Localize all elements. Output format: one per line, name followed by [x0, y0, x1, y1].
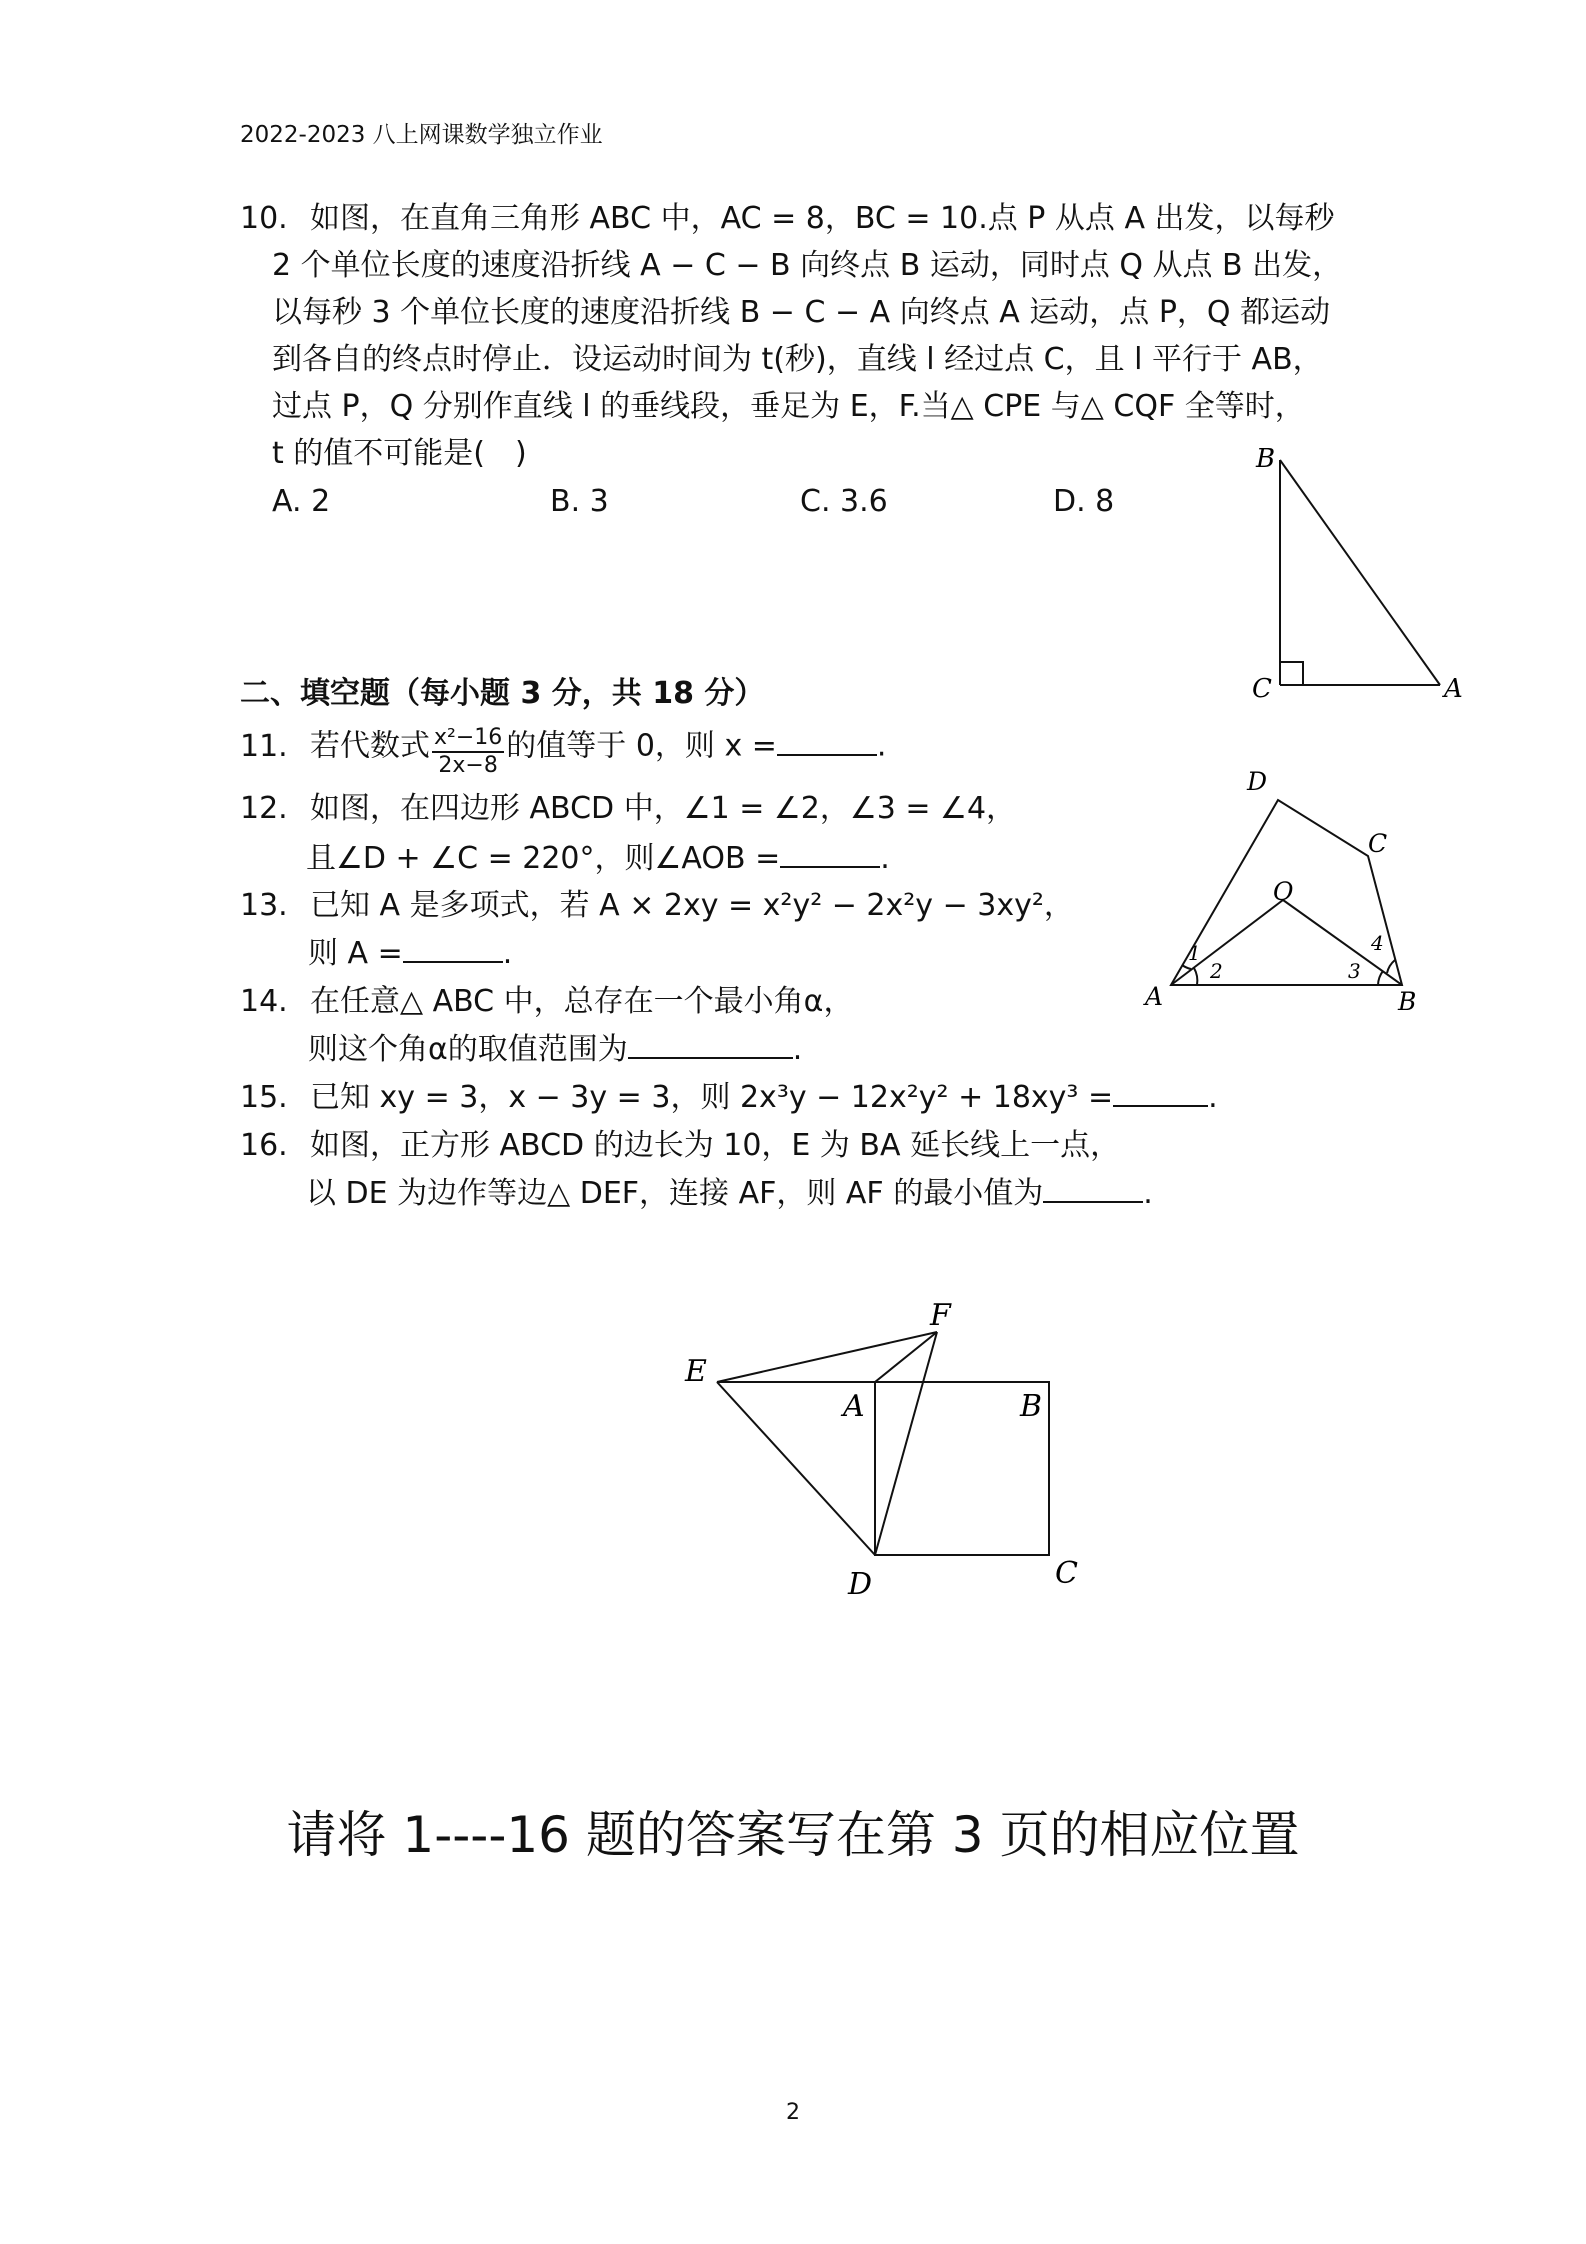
label-c: C — [1368, 829, 1388, 858]
q10-option-a: A. 2 — [272, 484, 331, 519]
q10-option-d: D. 8 — [1053, 484, 1115, 519]
angle-label-2: 2 — [1210, 959, 1223, 983]
label-d: D — [1247, 767, 1268, 796]
label-a: A — [1444, 674, 1463, 704]
q10-line-4: 到各自的终点时停止．设运动时间为 t(秒)，直线 l 经过点 C，且 l 平行于 AB， — [272, 342, 1323, 377]
question-number: 10. — [240, 201, 288, 236]
section-title: 二、填空题（每小题 3 分，共 18 分） — [240, 676, 765, 711]
q14-line-1: 在任意△ ABC 中，总存在一个最小角α， — [310, 984, 854, 1019]
question-15 — [240, 1074, 1218, 1121]
question-12 — [240, 785, 1016, 832]
label-c: C — [1055, 1556, 1078, 1591]
q12-line-2: 且∠D + ∠C = 220°，则∠AOB = — [306, 841, 781, 876]
q16-line-1: 如图，正方形 ABCD 的边长为 10，E 为 BA 延长线上一点， — [310, 1128, 1121, 1163]
angle-label-4: 4 — [1371, 931, 1384, 955]
label-d: D — [848, 1567, 873, 1602]
segment-fd — [875, 1332, 937, 1555]
q14-line-2-wrap — [308, 1026, 802, 1073]
q16-end: . — [1143, 1176, 1153, 1211]
label-c: C — [1252, 674, 1272, 704]
figure-right-triangle — [1240, 440, 1480, 710]
segment-bo — [1283, 900, 1402, 985]
label-f: F — [930, 1298, 951, 1333]
angle-arc-2 — [1194, 968, 1197, 985]
label-e: E — [685, 1354, 707, 1389]
fraction-numerator: x²−16 — [432, 725, 504, 753]
q15-line-1: 已知 xy = 3，x − 3y = 3，则 2x³y − 12x²y² + 18xy³ = — [310, 1080, 1114, 1115]
answer-blank — [780, 840, 880, 868]
figure-quadrilateral — [1135, 760, 1435, 1020]
q16-line-2: 以 DE 为边作等边△ DEF，连接 AF，则 AF 的最小值为 — [306, 1176, 1044, 1211]
page-header: 2022-2023 八上网课数学独立作业 — [240, 122, 603, 148]
label-b: B — [1256, 444, 1276, 474]
question-number: 14. — [240, 984, 288, 1019]
label-b: B — [1398, 987, 1417, 1016]
question-number: 12. — [240, 791, 288, 826]
question-number: 15. — [240, 1080, 288, 1115]
label-a: A — [843, 1389, 865, 1424]
side-ab — [1280, 460, 1440, 685]
q12-end: . — [880, 841, 890, 876]
q14-end: . — [792, 1032, 803, 1067]
question-11 — [240, 720, 887, 778]
q14-line-2: 则这个角α的取值范围为 — [308, 1032, 628, 1067]
angle-arc-1 — [1182, 965, 1191, 969]
label-o: O — [1273, 877, 1294, 906]
q11-text-post: 的值等于 0，则 x = — [506, 728, 777, 764]
question-13 — [240, 882, 1074, 929]
q13-line-2: 则 A = — [308, 936, 403, 971]
q13-end: . — [502, 936, 513, 971]
label-b: B — [1020, 1389, 1043, 1424]
figure-square-triangle — [670, 1295, 1100, 1605]
label-a: A — [1145, 982, 1164, 1011]
q10-line-1: 如图，在直角三角形 ABC 中，AC = 8，BC = 10.点 P 从点 A 出发，以每秒 — [310, 201, 1335, 236]
fraction-denominator: 2x−8 — [438, 753, 498, 778]
fraction — [432, 725, 504, 779]
angle-label-3: 3 — [1348, 959, 1361, 983]
answer-instruction: 请将 1----16 题的答案写在第 3 页的相应位置 — [286, 1806, 1300, 1864]
q10-line-6: t 的值不可能是( ) — [272, 436, 527, 471]
q10-option-c: C. 3.6 — [800, 484, 888, 519]
answer-blank — [403, 935, 503, 963]
answer-blank — [628, 1031, 793, 1059]
answer-blank — [1113, 1079, 1208, 1107]
q12-line-2-wrap — [306, 835, 890, 882]
q11-text-pre: 若代数式 — [310, 728, 430, 764]
q10-line-5: 过点 P，Q 分别作直线 l 的垂线段，垂足为 E，F.当△ CPE 与△ CQF 全等时， — [272, 389, 1305, 424]
question-number: 16. — [240, 1128, 288, 1163]
q15-end: . — [1208, 1080, 1218, 1115]
angle-arc-4 — [1387, 960, 1395, 973]
question-number: 11. — [240, 728, 288, 764]
q13-line-1: 已知 A 是多项式，若 A × 2xy = x²y² − 2x²y − 3xy²， — [310, 888, 1074, 923]
question-number: 13. — [240, 888, 288, 923]
q10-line-2: 2 个单位长度的速度沿折线 A − C − B 向终点 B 运动，同时点 Q 从点 B 出发， — [272, 248, 1343, 283]
q10-line-3: 以每秒 3 个单位长度的速度沿折线 B − C − A 向终点 A 运动，点 P，Q 都运动 — [272, 295, 1331, 330]
answer-blank — [777, 728, 877, 756]
q12-line-1: 如图，在四边形 ABCD 中，∠1 = ∠2，∠3 = ∠4， — [310, 791, 1017, 826]
q10-option-b: B. 3 — [550, 484, 609, 519]
question-10 — [240, 195, 1335, 242]
segment-ef — [717, 1332, 937, 1382]
angle-arc-3 — [1378, 971, 1383, 985]
q11-end: . — [876, 728, 887, 764]
page-number: 2 — [786, 2100, 800, 2125]
q13-line-2-wrap — [308, 930, 512, 977]
answer-blank — [1043, 1175, 1143, 1203]
question-16 — [240, 1122, 1120, 1169]
q16-line-2-wrap — [306, 1170, 1153, 1217]
right-angle-mark — [1280, 662, 1303, 685]
question-14 — [240, 978, 853, 1025]
angle-label-1: 1 — [1188, 941, 1201, 965]
